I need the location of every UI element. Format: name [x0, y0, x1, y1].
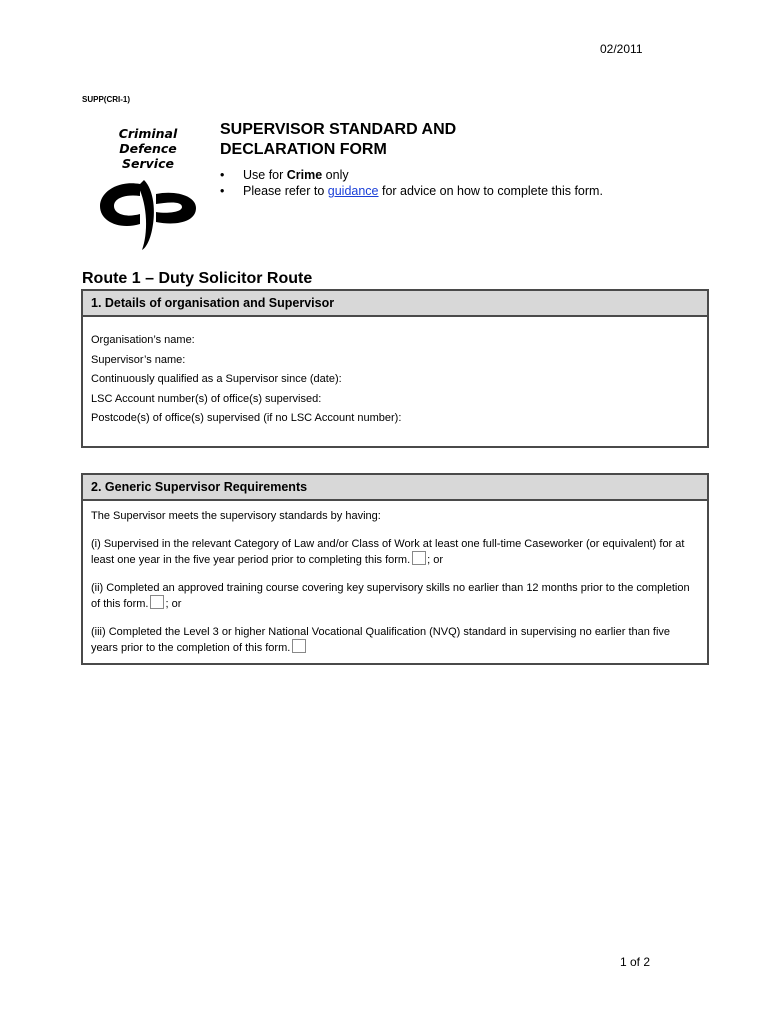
lsc-account-field[interactable]: LSC Account number(s) of office(s) supervised: [91, 392, 322, 405]
title-line-2: DECLARATION FORM [220, 141, 387, 158]
supervisor-name-field[interactable]: Supervisor’s name: [91, 353, 186, 366]
section-2-heading: 2. Generic Supervisor Requirements [83, 475, 707, 501]
form-title [220, 120, 456, 160]
postcode-field[interactable]: Postcode(s) of office(s) supervised (if no LSC Account number): [91, 412, 402, 425]
cds-logo-text [96, 126, 200, 171]
form-date: 02/2011 [600, 42, 643, 56]
organisation-name-field[interactable]: Organisation’s name: [91, 334, 195, 346]
cds-logo-icon [98, 176, 198, 252]
bullet-use-for-crime: • Use for Crime only [220, 167, 603, 183]
requirement-2-checkbox[interactable] [150, 595, 164, 609]
usage-bullets [220, 167, 603, 199]
section-2-body [83, 501, 707, 655]
form-code: SUPP(CRI-1) [82, 95, 131, 104]
section-2-intro: The Supervisor meets the supervisory standards by having: [91, 510, 381, 522]
requirement-item: (i) Supervised in the relevant Category of Law and/or Class of Work at least one full-time Caseworker (or equivalent) for at least one year in the five year period prior to completing this form. ; or [91, 538, 685, 566]
logo-line-1: Criminal [118, 126, 178, 141]
section-2-box [81, 473, 709, 665]
requirement-3-checkbox[interactable] [292, 639, 306, 653]
section-1-fields [83, 317, 707, 429]
requirement-item: (iii) Completed the Level 3 or higher National Vocational Qualification (NVQ) standard in supervising no earlier than five years prior to the completion of this form. [91, 626, 671, 654]
route-heading: Route 1 – Duty Solicitor Route [82, 270, 313, 287]
section-1-heading: 1. Details of organisation and Supervisor [83, 291, 707, 317]
logo-line-2: Defence Service [119, 141, 177, 171]
requirement-1-checkbox[interactable] [412, 551, 426, 565]
guidance-link[interactable]: guidance [327, 184, 379, 198]
requirement-item: (ii) Completed an approved training course covering key supervisory skills no earlier than 12 months prior to the completion of this form. ; or [91, 582, 690, 610]
section-1-box [81, 289, 709, 448]
page-number: 1 of 2 [620, 955, 651, 969]
bullet-guidance: • Please refer to guidance for advice on how to complete this form. [220, 183, 603, 199]
title-line-1: SUPERVISOR STANDARD AND [220, 121, 457, 138]
qualified-since-field[interactable]: Continuously qualified as a Supervisor since (date): [91, 373, 342, 386]
